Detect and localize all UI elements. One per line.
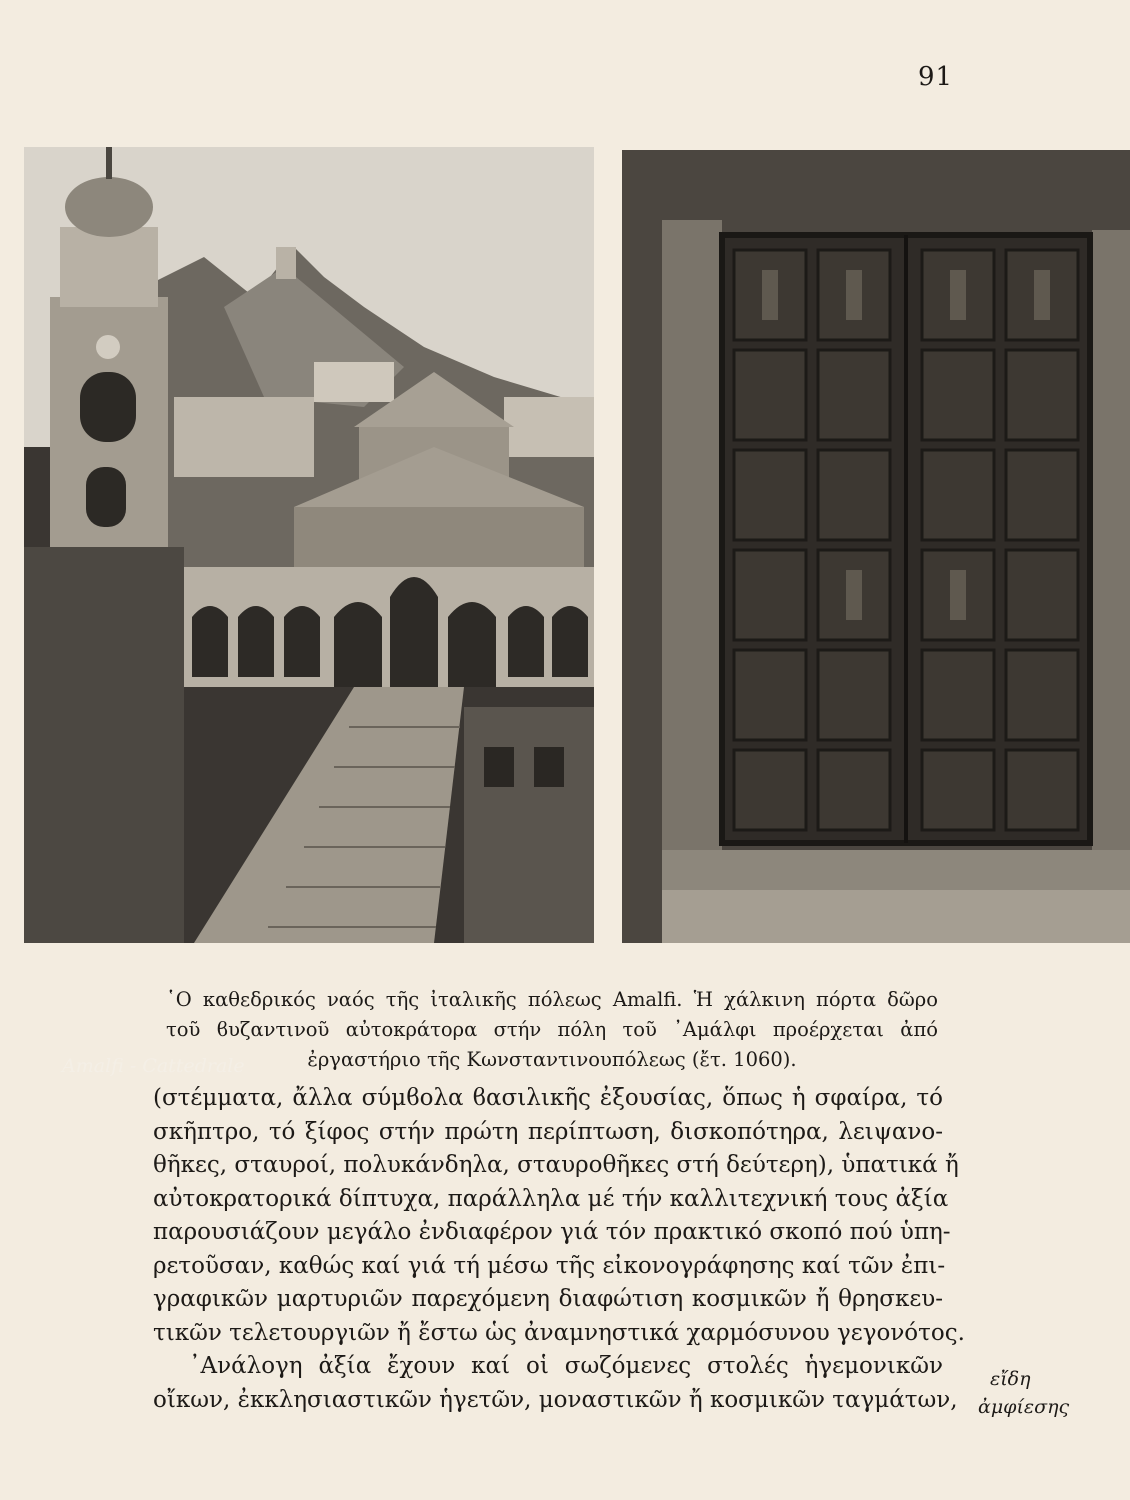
- body-line: παρουσιάζουν μεγάλο ἐνδιαφέρον γιά τόν πρακτικό σκοπό πού ὑπη-: [153, 1219, 951, 1245]
- margin-note-line: εἴδη: [990, 1368, 1031, 1390]
- caption-line: ῾Ο καθεδρικός ναός τῆς ἰταλικῆς πόλεως Amalfi. Ἡ χάλκινη πόρτα δῶρο: [166, 988, 938, 1011]
- caption-line: τοῦ ϐυζαντινοῦ αὐτοκράτορα στήν πόλη τοῦ ᾿Αμάλφι προέρχεται ἀπό: [166, 1018, 938, 1041]
- bronze-door-photo: [622, 150, 1130, 943]
- cathedral-illustration: [24, 147, 594, 943]
- caption-line: ἐργαστήριο τῆς Κωνσταντινουπόλεως (ἔτ. 1060).: [307, 1048, 797, 1071]
- figure-caption: [166, 985, 938, 1075]
- body-paragraph: [153, 1082, 965, 1417]
- bronze-door-illustration: [622, 150, 1130, 943]
- body-line: σκῆπτρο, τό ξίφος στήν πρώτη περίπτωση, δισκοπότηρα, λειψανο-: [153, 1118, 943, 1145]
- body-line: τικῶν τελετουργιῶν ἤ ἔστω ὡς ἀναμνηστικά χαρμόσυνου γεγονότος.: [153, 1319, 965, 1346]
- body-line: ρετοῦσαν, καθώς καί γιά τή μέσω τῆς εἰκονογράφησης καί τῶν ἐπι-: [153, 1252, 946, 1279]
- body-line: γραφικῶν μαρτυριῶν παρεχόμενη διαφώτιση κοσμικῶν ἤ θρησκευ-: [153, 1286, 943, 1312]
- page-number: 91: [918, 62, 954, 92]
- margin-note: [978, 1365, 1069, 1421]
- photo-inline-caption: Amalfi - Cattedrale: [62, 1055, 245, 1077]
- body-line: αὐτοκρατορικά δίπτυχα, παράλληλα μέ τήν καλλιτεχνική τους ἀξία: [153, 1185, 949, 1212]
- body-line: οἴκων, ἐκκλησιαστικῶν ἡγετῶν, μοναστικῶν ἤ κοσμικῶν ταγμάτων,: [153, 1386, 958, 1413]
- body-line: θῆκες, σταυροί, πολυκάνδηλα, σταυροθῆκες στή δεύτερη), ὑπατικά ἤ: [153, 1152, 959, 1178]
- body-line: ᾿Ανάλογη ἀξία ἔχουν καί οἱ σωζόμενες στολές ἡγεμονικῶν: [189, 1353, 943, 1379]
- margin-note-line: ἀμφίεσης: [978, 1396, 1070, 1418]
- body-line: (στέμματα, ἄλλα σύμϐολα ϐασιλικῆς ἐξουσίας, ὅπως ἡ σφαίρα, τό: [153, 1085, 943, 1111]
